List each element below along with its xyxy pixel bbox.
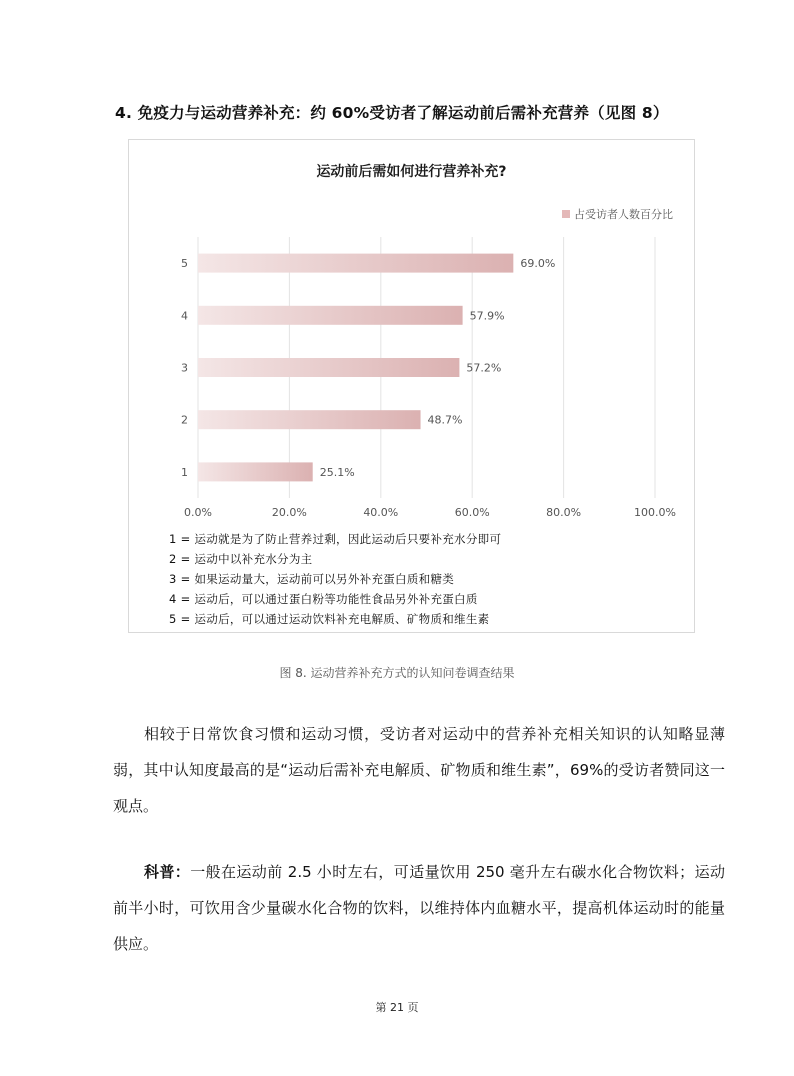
x-tick-label: 20.0% (271, 506, 307, 519)
y-tick-label: 3 (181, 361, 188, 375)
bar (198, 254, 513, 273)
tip-body: 一般在运动前 2.5 小时左右，可适量饮用 250 毫升左右碳水化合物饮料；运动前半小时，可饮用含少量碳水化合物的饮料，以维持体内血糖水平，提高机体运动时的能量供应。 (113, 863, 725, 953)
key-item: 5 = 运动后，可以通过运动饮料补充电解质、矿物质和维生素 (169, 612, 490, 626)
tip-paragraph (113, 854, 725, 962)
y-tick-label: 1 (181, 465, 188, 479)
page-number: 第 21 页 (375, 1001, 419, 1014)
body-paragraph: 相较于日常饮食习惯和运动习惯，受访者对运动中的营养补充相关知识的认知略显薄弱，其中认知度最高的是“运动后需补充电解质、矿物质和维生素”，69%的受访者赞同这一观点。 (113, 725, 725, 815)
x-tick-label: 100.0% (634, 506, 676, 519)
key-item: 1 = 运动就是为了防止营养过剩，因此运动后只要补充水分即可 (169, 532, 502, 546)
bar (198, 410, 421, 429)
legend-label: 占受访者人数百分比 (574, 208, 673, 221)
key-item: 4 = 运动后，可以通过蛋白粉等功能性食品另外补充蛋白质 (169, 592, 478, 606)
tip-label: 科普： (144, 863, 191, 881)
bar (198, 462, 313, 481)
category-key (169, 529, 501, 629)
bar (198, 358, 459, 377)
data-label: 57.9% (469, 309, 505, 323)
key-item: 2 = 运动中以补充水分为主 (169, 552, 313, 566)
chart-title: 运动前后需如何进行营养补充? (316, 164, 507, 180)
data-label: 57.2% (466, 361, 502, 375)
y-tick-label: 2 (181, 413, 188, 427)
data-label: 69.0% (520, 257, 556, 271)
y-tick-label: 4 (181, 309, 188, 323)
section-heading: 4. 免疫力与运动营养补充：约 60%受访者了解运动前后需补充营养（见图 8） (115, 104, 669, 122)
x-tick-label: 80.0% (546, 506, 582, 519)
x-tick-label: 60.0% (454, 506, 490, 519)
data-label: 25.1% (319, 465, 355, 479)
x-tick-label: 0.0% (184, 506, 212, 519)
y-tick-label: 5 (181, 257, 188, 271)
bar (198, 306, 463, 325)
x-tick-label: 40.0% (363, 506, 399, 519)
chart-figure (128, 139, 695, 633)
data-label: 48.7% (427, 413, 463, 427)
key-item: 3 = 如果运动量大，运动前可以另外补充蛋白质和糖类 (169, 572, 455, 586)
figure-caption: 图 8. 运动营养补充方式的认知问卷调查结果 (279, 666, 515, 680)
